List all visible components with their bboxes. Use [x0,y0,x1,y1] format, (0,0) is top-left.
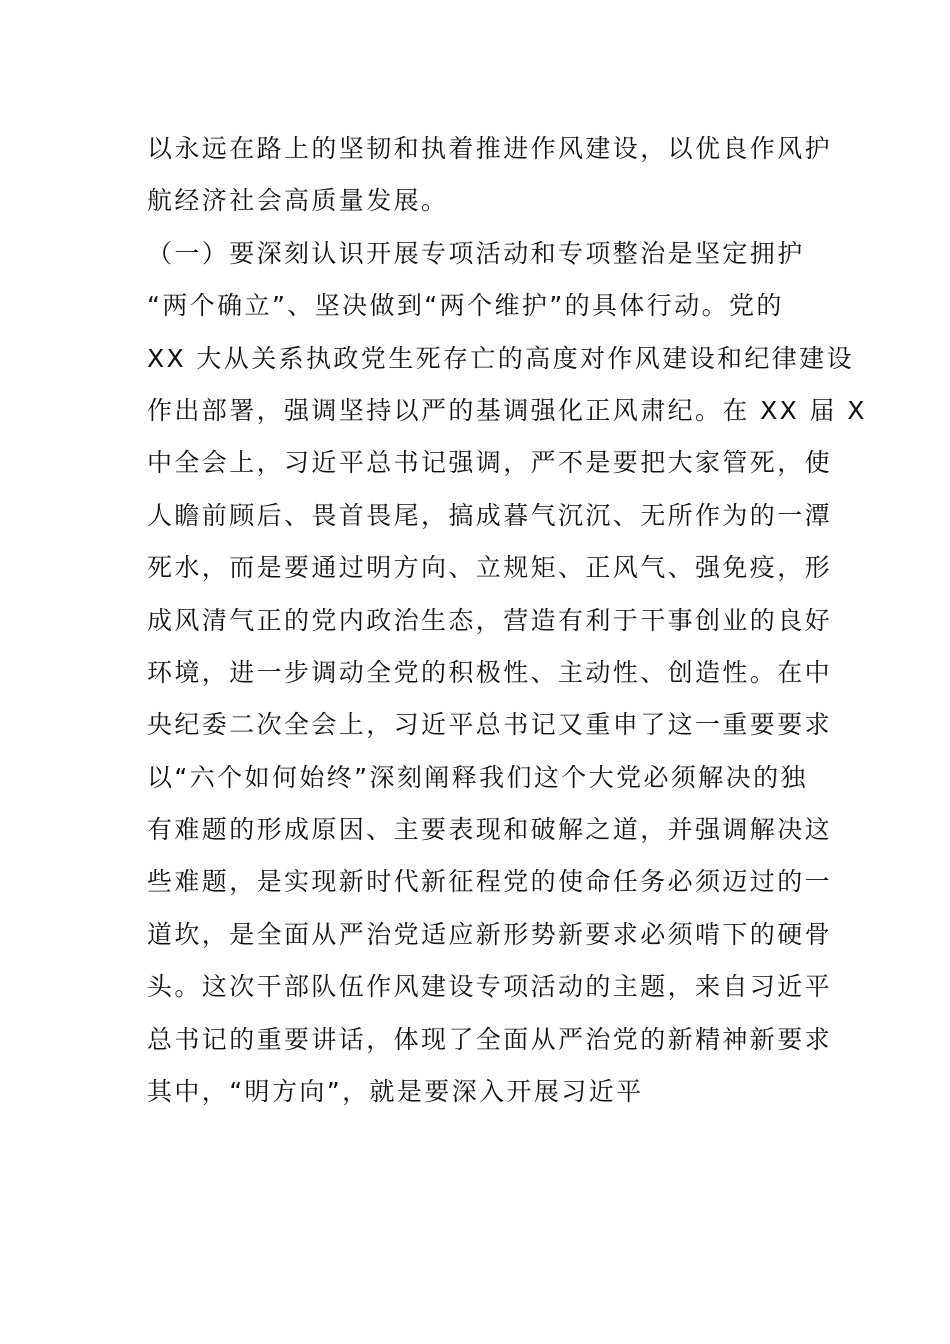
text-line: XX 大从关系执政党生死存亡的高度对作风建设和纪律建设 [147,343,855,373]
section-heading-line: （一）要深刻认识开展专项活动和专项整治是坚定拥护 [147,238,805,268]
text-line: 其中，“明方向”，就是要深入开展习近平 [147,1077,644,1107]
text-line: 些难题，是实现新时代新征程党的使命任务必须迈过的一 [147,867,833,897]
text-line: 航经济社会高质量发展。 [147,186,449,216]
text-line: 死水，而是要通过明方向、立规矩、正风气、强免疫，形 [147,553,833,583]
text-line: 作出部署，强调坚持以严的基调强化正风肃纪。在 XX 届 X [147,395,867,425]
body-text [147,123,867,1118]
text-line: 央纪委二次全会上，习近平总书记又重申了这一重要要求 [147,710,833,740]
text-line: 有难题的形成原因、主要表现和破解之道，并强调解决这 [147,815,833,845]
text-line: 环境，进一步调动全党的积极性、主动性、创造性。在中 [147,657,833,687]
text-line: 以“六个如何始终”深刻阐释我们这个大党必须解决的独 [147,762,808,792]
text-line: 以永远在路上的坚韧和执着推进作风建设，以优良作风护 [147,134,833,163]
text-line: “两个确立”、坚决做到“两个维护”的具体行动。党的 [147,291,784,321]
text-line: 道坎，是全面从严治党适应新形势新要求必须啃下的硬骨 [147,919,833,949]
text-line: 头。这次干部队伍作风建设专项活动的主题，来自习近平 [147,972,833,1002]
text-line: 成风清气正的党内政治生态，营造有利于干事创业的良好 [147,605,833,635]
text-line: 人瞻前顾后、畏首畏尾，搞成暮气沉沉、无所作为的一潭 [147,500,833,530]
text-line: 总书记的重要讲话，体现了全面从严治党的新精神新要求 [147,1024,833,1054]
text-line: 中全会上，习近平总书记强调，严不是要把大家管死，使 [147,448,833,478]
